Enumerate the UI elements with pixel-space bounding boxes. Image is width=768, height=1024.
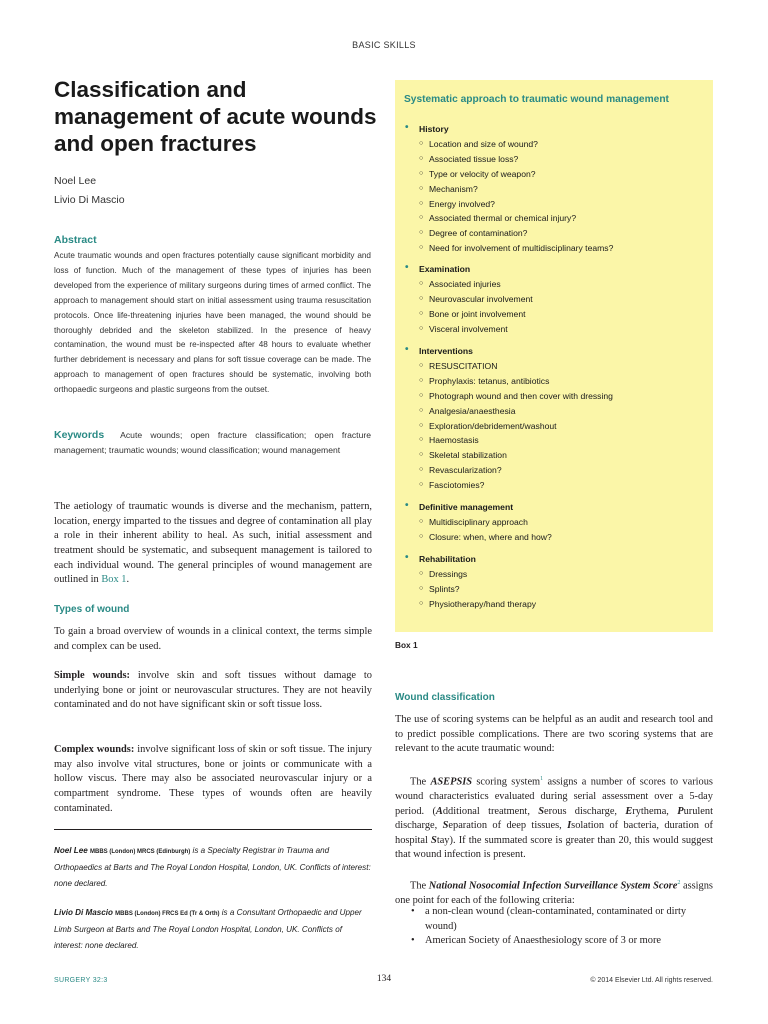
list-item-text: Location and size of wound? <box>429 139 538 149</box>
footnote-divider <box>54 829 372 830</box>
list-item-text: Energy involved? <box>429 198 495 209</box>
circle-bullet-icon: ○ <box>419 481 424 489</box>
list-item <box>405 376 705 391</box>
box-section-heading <box>405 554 705 569</box>
list-item-text: Closure: when, where and how? <box>429 531 552 542</box>
circle-bullet-icon: ○ <box>419 421 424 429</box>
list-item <box>405 279 705 294</box>
list-item-text: Splints? <box>429 583 460 594</box>
keywords-label: Keywords <box>54 429 105 441</box>
list-item <box>405 480 705 495</box>
list-item-text: Haemostasis <box>429 435 479 446</box>
box-section-heading <box>405 264 705 279</box>
bullet-icon: • <box>405 500 409 511</box>
list-item-text: Associated tissue loss? <box>429 153 519 164</box>
asepsis-paragraph: The ASEPSIS scoring system$^1$ assigns a number of scores to various wound characteristics evaluated during serial assessment over a 5-day period. (Additional treatment, Serous discharge, Erythema, Purulent discharge, Separation of deep tissues, Isolation of bacteria, duration of hospital Stay). If the summated score is greater than 20, this would suggest that wound infection is present. <box>395 776 713 861</box>
list-item <box>405 391 705 406</box>
list-item <box>405 569 705 584</box>
author-name: Livio Di Mascio <box>54 194 125 206</box>
list-item-text: Bone or joint involvement <box>429 308 526 319</box>
list-item <box>405 465 705 480</box>
circle-bullet-icon: ○ <box>419 466 424 474</box>
circle-bullet-icon: ○ <box>419 406 424 414</box>
list-item-text: Degree of contamination? <box>429 228 528 239</box>
list-item-text: Associated injuries <box>429 279 501 289</box>
list-item-text: Revascularization? <box>429 465 502 476</box>
circle-bullet-icon: ○ <box>419 244 424 252</box>
list-item <box>405 139 705 154</box>
list-item <box>405 532 705 547</box>
box-section-label: Examination <box>419 264 471 274</box>
circle-bullet-icon: ○ <box>419 140 424 147</box>
nnis-criteria-list <box>395 905 713 949</box>
bullet-icon: • <box>411 935 415 947</box>
complex-wounds-label: Complex wounds: <box>54 744 135 755</box>
list-item-text: Neurovascular involvement <box>429 293 533 304</box>
abstract-heading: Abstract <box>54 234 97 246</box>
list-item <box>405 309 705 324</box>
reference-2[interactable]: 2 <box>677 880 681 886</box>
circle-bullet-icon: ○ <box>419 280 424 287</box>
list-item-text: Skeletal stabilization <box>429 450 507 461</box>
box-1-panel <box>395 80 713 632</box>
list-item-text: RESUSCITATION <box>429 361 498 371</box>
circle-bullet-icon: ○ <box>419 229 424 237</box>
intro-end: . <box>126 574 130 586</box>
simple-wounds-text: involve skin and soft tissues without damage to underlying bone or joint or neurovascular structures. They are not heavily contaminated and do not have significant skin or soft tissue loss. <box>54 670 372 711</box>
list-item <box>405 450 705 465</box>
list-item-text: Associated thermal or chemical injury? <box>429 213 577 224</box>
wound-classification-paragraph: The use of scoring systems can be helpful as an audit and research tool and to predict possible complications. There are two scoring systems that are relevant to the acute traumatic wound: <box>395 714 713 755</box>
reference-1[interactable]: 1 <box>540 776 544 782</box>
asepsis-name: ASEPSIS <box>430 776 473 788</box>
list-item <box>405 599 705 614</box>
circle-bullet-icon: ○ <box>419 391 424 399</box>
box-section <box>405 554 705 614</box>
circle-bullet-icon: ○ <box>419 199 424 207</box>
box-section-label: Definitive management <box>419 502 514 512</box>
page-number: 134 <box>376 974 392 984</box>
circle-bullet-icon: ○ <box>419 532 424 540</box>
list-item-text: Photograph wound and then cover with dressing <box>429 390 613 401</box>
box-caption: Box 1 <box>395 640 418 650</box>
circle-bullet-icon: ○ <box>419 362 424 369</box>
bullet-icon: • <box>405 344 409 355</box>
list-item-text: Multidisciplinary approach <box>429 517 528 527</box>
list-item <box>405 361 705 376</box>
box-1-link[interactable]: Box 1 <box>101 574 127 586</box>
wound-classification-heading: Wound classification <box>395 692 495 703</box>
list-item-text: Fasciotomies? <box>429 480 485 491</box>
list-item-text: Visceral involvement <box>429 323 508 334</box>
circle-bullet-icon: ○ <box>419 451 424 459</box>
bullet-icon: • <box>405 122 409 133</box>
nnis-text: assigns one point for each of the following criteria: <box>395 880 713 907</box>
circle-bullet-icon: ○ <box>419 570 424 577</box>
list-item-text: Mechanism? <box>429 183 478 194</box>
circle-bullet-icon: ○ <box>419 169 424 177</box>
author-footnote <box>54 905 372 954</box>
list-item <box>405 406 705 421</box>
list-item <box>405 435 705 450</box>
article-title: Classification and management of acute wounds and open fractures <box>54 77 377 156</box>
box-section <box>405 502 705 547</box>
list-item-text: Exploration/debridement/washout <box>429 420 557 431</box>
circle-bullet-icon: ○ <box>419 309 424 317</box>
box-section <box>405 264 705 339</box>
box-title: Systematic approach to traumatic wound management <box>404 94 669 105</box>
list-item <box>405 421 705 436</box>
box-section <box>405 124 705 258</box>
types-paragraph: To gain a broad overview of wounds in a clinical context, the terms simple and complex can be used. <box>54 626 372 652</box>
box-section-label: History <box>419 124 449 134</box>
list-item <box>405 184 705 199</box>
circle-bullet-icon: ○ <box>419 324 424 332</box>
list-item-text: Analgesia/anaesthesia <box>429 405 516 416</box>
running-head: BASIC SKILLS <box>352 40 416 50</box>
list-item <box>405 228 705 243</box>
circle-bullet-icon: ○ <box>419 518 424 525</box>
list-item <box>405 154 705 169</box>
list-item: • a non-clean wound (clean-contaminated, contaminated or dirty wound) <box>411 906 687 932</box>
types-of-wound-heading: Types of wound <box>54 604 130 615</box>
nnis-name: National Nosocomial Infection Surveillance System Score <box>428 880 678 892</box>
complex-wounds-paragraph <box>54 743 372 816</box>
intro-text: The aetiology of traumatic wounds is diverse and the mechanism, pattern, location, energy imparted to the tissues and degree of contamination all play a role in their inherent ability to heal. As such, initial assessment and treatment should be systematic, and subsequent management is tailored to each individual wound. The general principles of wound management are outlined in <box>54 501 372 586</box>
list-item-text: Type or velocity of weapon? <box>429 168 536 179</box>
circle-bullet-icon: ○ <box>419 436 424 444</box>
list-item <box>405 324 705 339</box>
footer-copyright: © 2014 Elsevier Ltd. All rights reserved. <box>590 977 713 984</box>
footnote-credentials: MBBS (London) MRCS (Edinburgh) <box>90 849 191 855</box>
keywords-text: Acute wounds; open fracture classification; open fracture management; traumatic wounds; wound classification; wound management <box>54 430 371 455</box>
keywords <box>54 428 371 458</box>
list-item-text: Need for involvement of multidisciplinary teams? <box>429 243 614 254</box>
list-item <box>405 199 705 214</box>
list-item <box>405 213 705 228</box>
list-item <box>405 517 705 532</box>
footer-journal: SURGERY 32:3 <box>54 977 108 984</box>
footnote-text: is a Consultant Orthopaedic and Upper Limb Surgeon at Barts and The Royal London Hospital, London, UK. Conflicts of interest: none declared. <box>54 908 362 950</box>
list-item-text: Physiotherapy/hand therapy <box>429 598 537 609</box>
list-item <box>405 294 705 309</box>
box-section-heading <box>405 346 705 361</box>
author-name: Noel Lee <box>54 175 97 187</box>
list-item-text: Prophylaxis: tetanus, antibiotics <box>429 375 550 386</box>
bullet-icon: • <box>405 262 409 273</box>
list-item <box>405 243 705 258</box>
circle-bullet-icon: ○ <box>419 294 424 302</box>
bullet-icon: • <box>411 906 415 917</box>
box-section-label: Rehabilitation <box>419 554 476 564</box>
list-item <box>405 584 705 599</box>
box-section <box>405 346 705 495</box>
footnote-text: is a Specialty Registrar in Trauma and Orthopaedics at Barts and The Royal London Hospital, London, UK. Conflicts of interest: none declared. <box>54 846 371 888</box>
simple-wounds-paragraph <box>54 669 372 713</box>
list-item-text: Dressings <box>429 569 468 579</box>
circle-bullet-icon: ○ <box>419 214 424 222</box>
circle-bullet-icon: ○ <box>419 584 424 592</box>
circle-bullet-icon: ○ <box>419 376 424 384</box>
footnote-credentials: MBBS (London) FRCS Ed (Tr & Orth) <box>115 911 220 917</box>
author-footnote <box>54 843 372 892</box>
box-section-label: Interventions <box>419 346 473 356</box>
circle-bullet-icon: ○ <box>419 154 424 162</box>
nnis-paragraph: The National Nosocomial Infection Surveillance System Score$^2$ assigns one point for each of the following criteria: <box>395 880 713 907</box>
circle-bullet-icon: ○ <box>419 184 424 192</box>
intro-paragraph <box>54 500 372 588</box>
footnote-author-name: Noel Lee <box>54 846 88 855</box>
list-item <box>405 169 705 184</box>
box-section-heading <box>405 502 705 517</box>
simple-wounds-label: Simple wounds: <box>54 670 131 681</box>
complex-wounds-text: involve significant loss of skin or soft tissue. The injury may also involve vital structures, bone or joints or communicate with a hollow viscus. There may also be associated neurovascular injury or a compartment syndrome. These types of wounds often are heavily contaminated. <box>54 744 372 814</box>
box-section-heading <box>405 124 705 139</box>
bullet-icon: • <box>405 552 409 563</box>
abstract-text: Acute traumatic wounds and open fractures potentially cause significant morbidity and loss of function. Much of the management of these types of injuries has been developed from the experience of military surgeons during times of armed conflict. The approach to management should start on initial assessment using trauma resuscitation protocols. Once life-threatening injuries have been managed, the wound should be thoroughly debrided and the skeleton stabilized. In the presence of heavy contamination, the wound must be re-inspected after 48 hours to evaluate whether further debridement is necessary and plans for soft tissue coverage can be made. The approach to management of open fractures should be systematic, involving both orthopaedic surgeons and plastic surgeons from the outset. <box>54 251 371 395</box>
circle-bullet-icon: ○ <box>419 599 424 607</box>
footnote-author-name: Livio Di Mascio <box>54 908 113 917</box>
list-item: • American Society of Anaesthesiology score of 3 or more <box>395 934 713 949</box>
